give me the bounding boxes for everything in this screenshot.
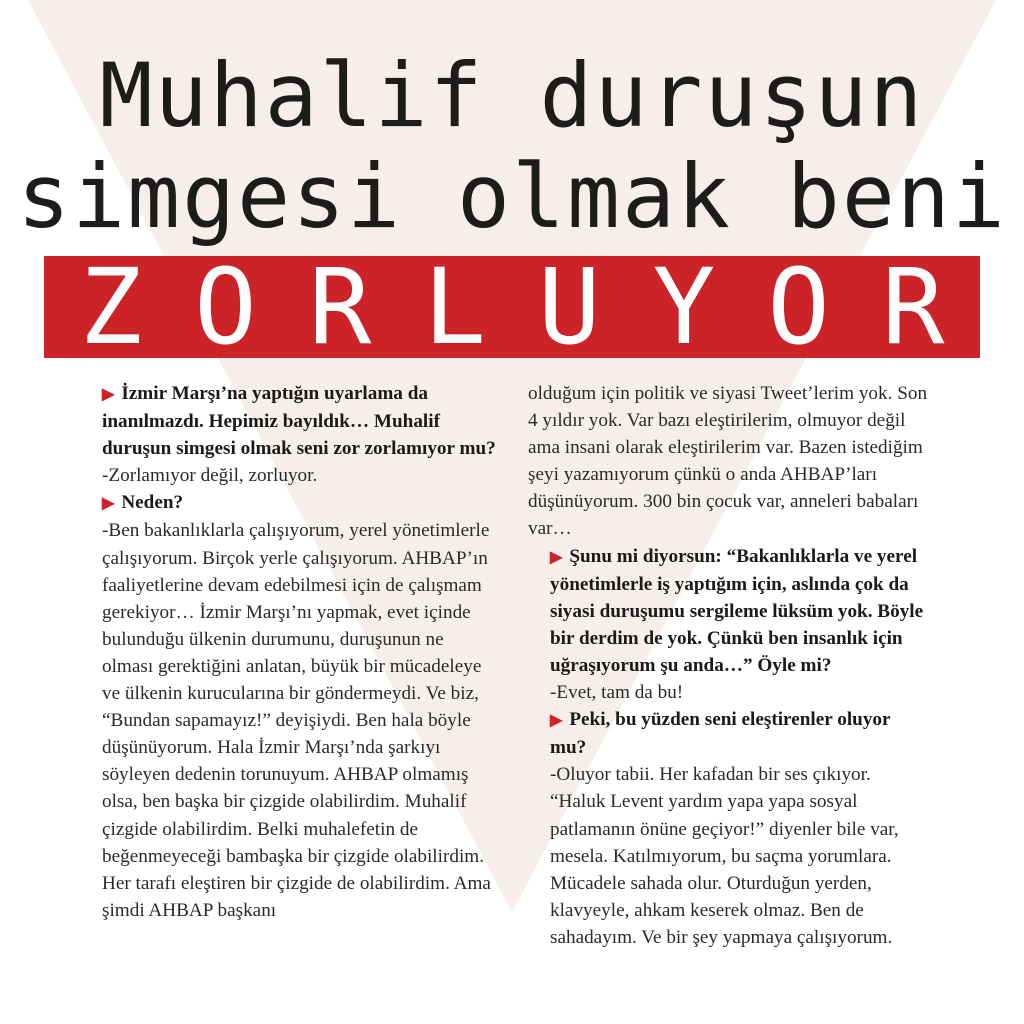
red-triangle-arrow-icon: ▶ (102, 386, 115, 403)
question-text: İzmir Marşı’na yaptığın uyarlama da inanılmazdı. Hepimiz bayıldık… Muhalif duruşun simgesi olmak seni zor zorlamıyor mu? (102, 383, 496, 460)
headline-banner-text: ZORLUYOR (79, 246, 997, 368)
interview-answer-continuation: olduğum için politik ve siyasi Tweet’lerim yok. Son 4 yıldır yok. Var bazı eleştirilerim, olmuyor değil ama insani olarak eleştirilerim var. Bazen istediğim şeyi yazamıyorum çünkü o anda AHBAP’ları düşünüyorum. 300 bin çocuk var, anneleri babaları var… (528, 383, 928, 540)
headline-banner (44, 246, 997, 368)
interview-question (528, 543, 928, 679)
interview-question (80, 380, 496, 462)
red-triangle-arrow-icon: ▶ (550, 548, 563, 566)
red-triangle-arrow-icon: ▶ (102, 495, 115, 513)
interview-answer: -Evet, tam da bu! (550, 682, 684, 704)
question-text: Peki, bu yüzden seni eleştirenler oluyor mu? (550, 709, 891, 759)
question-text: Neden? (121, 492, 184, 514)
interview-question (528, 706, 928, 761)
interview-answer: -Oluyor tabii. Her kafadan bir ses çıkıyor. “Haluk Levent yardım yapa yapa sosyal patlamanın önüne geçiyor!” diyenler bile var, mesela. Katılmıyorum, bu saçma yorumlara. Mücadele sahada olur. Oturduğun yerden, klavyeyle, ahkam keserek olmaz. Ben de sahadayım. Ve bir şey yapmaya çalışıyorum. (550, 764, 899, 948)
headline-line-2: simgesi olmak beni (17, 145, 1007, 248)
interview-question (80, 489, 496, 517)
interview-answer: -Ben bakanlıklarla çalışıyorum, yerel yönetimlerle çalışıyorum. Birçok yerle çalışıyorum. AHBAP’ın faaliyetlerine devam edebilmesi için de çalışmam gerekiyor… İzmir Marşı’nı yapmak, evet içinde bulunduğu ülkenin durumunu, duruşunun ne olması gerektiğini anlatan, büyük bir mücadeleye ve ülkenin kurucularına bir göndermeydi. Ve biz, “Bundan sapamayız!” deyişiydi. Ben hala böyle düşünüyorum. Hala İzmir Marşı’nda şarkıyı söyleyen dedenin torunuyum. AHBAP olmamış olsa, ben başka bir çizgide olabilirdim. Muhalif çizgide olabilirdim. Belki muhalefetin de beğenmeyeceği bambaşka bir çizgide olabilirdim. Her tarafı eleştiren bir çizgide de olabilirdim. Ama şimdi AHBAP başkanı (102, 520, 491, 921)
red-triangle-arrow-icon: ▶ (550, 712, 563, 730)
article-column-right (528, 380, 928, 951)
headline-line-1: Muhalif duruşun (99, 44, 925, 147)
article-column-left (80, 380, 496, 924)
interview-answer: -Zorlamıyor değil, zorluyor. (102, 465, 318, 487)
question-text: Şunu mi diyorsun: “Bakanlıklarla ve yerel yönetimlerle iş yaptığım için, aslında çok da siyasi duruşumu sergileme lüksüm yok. Böyle bir derdim de yok. Çünkü ben insanlık için uğraşıyorum şu anda…” Öyle mi? (550, 545, 924, 676)
